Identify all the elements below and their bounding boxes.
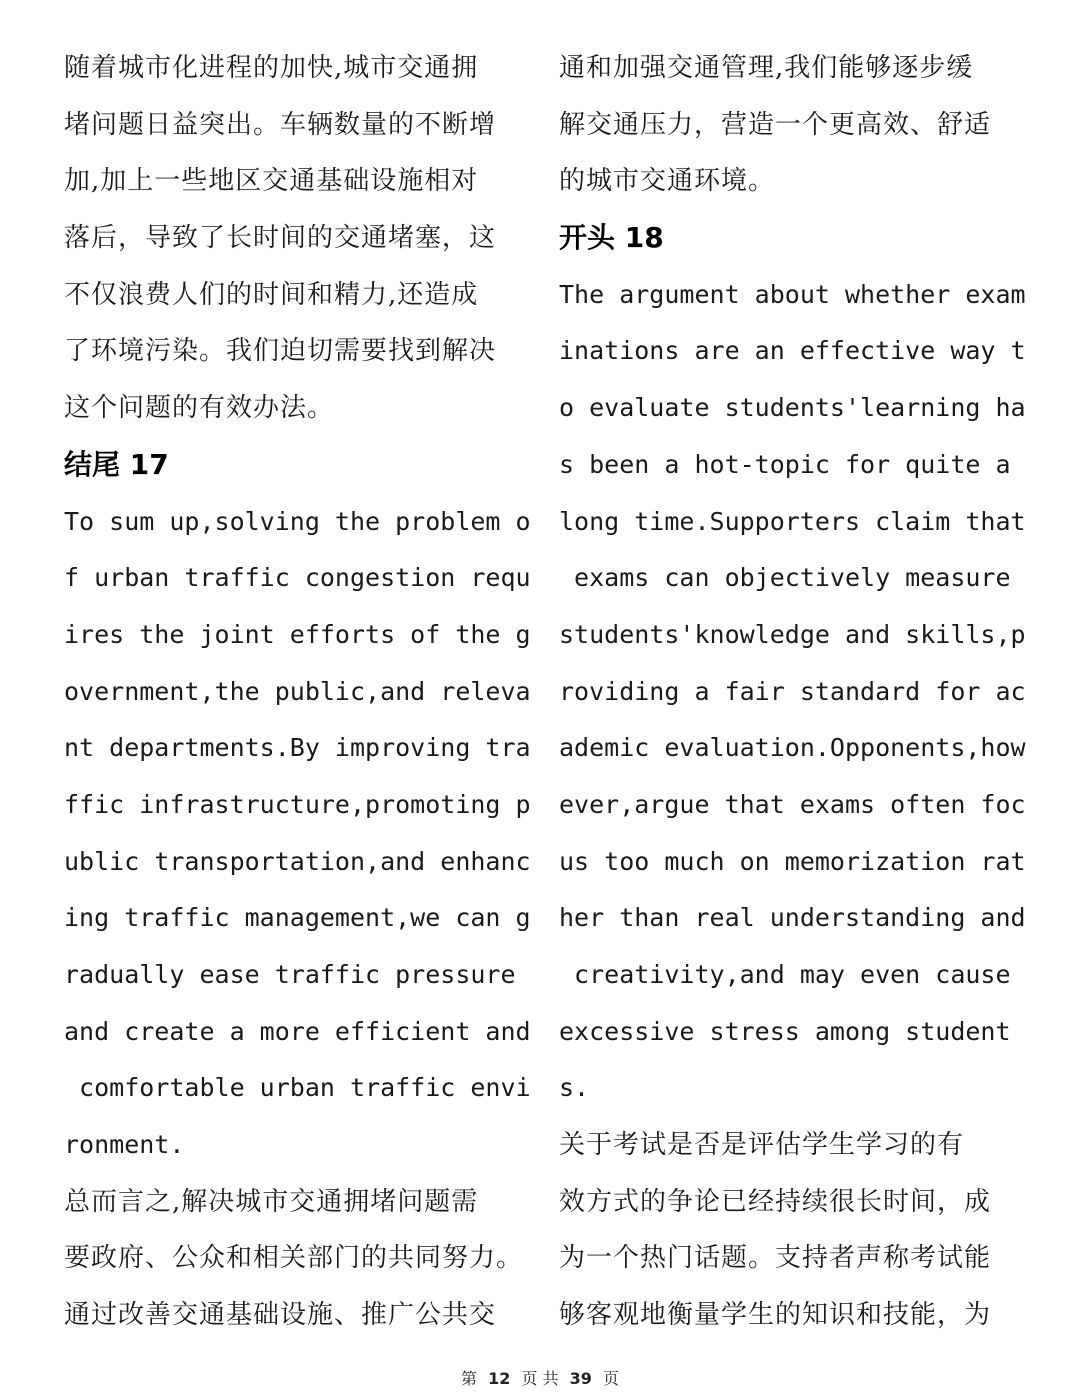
text-line: The argument about whether exam (559, 279, 1026, 309)
text-line: exams can objectively measure (559, 563, 1026, 593)
text-line: inations are an effective way t (559, 336, 1026, 366)
text-line: creativity,and may even cause (559, 960, 1026, 989)
text-line: ever,argue that exams often foc (559, 789, 1026, 819)
text-line: 加,加上一些地区交通基础设施相对 (64, 166, 479, 197)
text-line: 不仅浪费人们的时间和精力,还造成 (64, 279, 479, 310)
text-line: s. (559, 1073, 590, 1103)
right-column (559, 40, 1026, 1344)
footer-suffix: 页 (603, 1369, 620, 1388)
text-line: To sum up,solving the problem o (64, 506, 531, 536)
left-column (64, 40, 531, 1344)
text-line: overnment,the public,and releva (64, 676, 531, 706)
text-line: 解交通压力，营造一个更高效、舒适 (559, 109, 992, 140)
text-line: ing traffic management,we can g (64, 903, 531, 933)
footer-middle: 页 共 (521, 1369, 559, 1388)
text-line: 的城市交通环境。 (559, 166, 776, 197)
footer-prefix: 第 (460, 1369, 477, 1388)
text-line: 堵问题日益突出。车辆数量的不断增 (64, 109, 497, 140)
text-line: comfortable urban traffic envi (64, 1073, 531, 1103)
text-line: 总而言之,解决城市交通拥堵问题需 (64, 1186, 479, 1217)
text-line: s been a hot-topic for quite a (559, 449, 1026, 479)
text-line: students'knowledge and skills,p (559, 619, 1026, 649)
text-line: 通过改善交通基础设施、推广公共交 (64, 1300, 497, 1331)
text-line: ires the joint efforts of the g (64, 619, 531, 649)
page-footer (0, 1366, 1080, 1389)
text-line: nt departments.By improving tra (64, 733, 531, 763)
text-line: excessive stress among student (559, 1016, 1011, 1046)
text-line: 这个问题的有效办法。 (64, 393, 335, 424)
text-line: 通和加强交通管理,我们能够逐步缓 (559, 53, 974, 83)
text-line: 落后，导致了长时间的交通堵塞，这 (64, 223, 497, 254)
text-line: 了环境污染。我们迫切需要找到解决 (64, 336, 497, 367)
text-line: 要政府、公众和相关部门的共同努力。 (64, 1243, 524, 1274)
text-line: 效方式的争论已经持续很长时间，成 (559, 1186, 992, 1217)
text-line: ademic evaluation.Opponents,how (559, 733, 1026, 763)
text-line: o evaluate students'learning ha (559, 393, 1026, 423)
text-line: 够客观地衡量学生的知识和技能，为 (559, 1300, 992, 1331)
section-heading: 开头 18 (559, 221, 664, 255)
text-line: us too much on memorization rat (559, 846, 1026, 876)
section-heading: 结尾 17 (64, 447, 169, 481)
text-line: 关于考试是否是评估学生学习的有 (559, 1130, 965, 1161)
text-line: 随着城市化进程的加快,城市交通拥 (64, 53, 479, 83)
text-line: 为一个热门话题。支持者声称考试能 (559, 1243, 992, 1274)
current-page-number: 12 (488, 1369, 511, 1388)
text-line: radually ease traffic pressure (64, 960, 531, 989)
text-line: roviding a fair standard for ac (559, 676, 1026, 706)
text-line: long time.Supporters claim that (559, 506, 1026, 536)
total-pages-number: 39 (569, 1369, 592, 1388)
text-line: and create a more efficient and (64, 1016, 531, 1046)
text-line: f urban traffic congestion requ (64, 563, 531, 593)
text-line: her than real understanding and (559, 903, 1026, 933)
text-line: ronment. (64, 1130, 185, 1160)
text-line: ffic infrastructure,promoting p (64, 789, 531, 819)
text-line: ublic transportation,and enhanc (64, 846, 531, 876)
